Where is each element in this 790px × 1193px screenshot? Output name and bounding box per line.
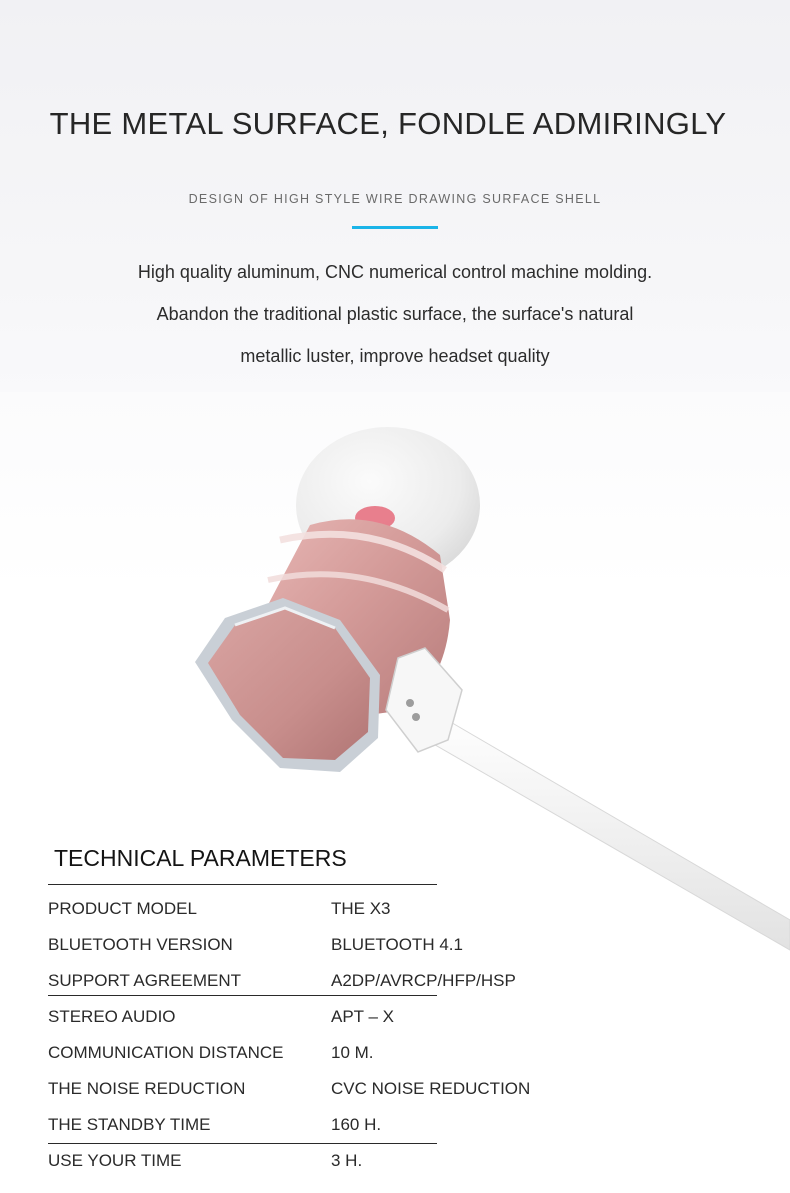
spec-divider (48, 1143, 437, 1144)
spec-row-standby-time (48, 1115, 608, 1139)
spec-row-noise-reduction (48, 1079, 608, 1103)
hero-headline: THE METAL SURFACE, FONDLE ADMIRINGLY (49, 106, 727, 141)
spec-label: COMMUNICATION DISTANCE (48, 1043, 284, 1062)
hero-description-line-1: High quality aluminum, CNC numerical control machine molding. (137, 262, 653, 282)
spec-row-stereo-audio (48, 1007, 608, 1031)
accent-divider (352, 226, 438, 229)
spec-label: BLUETOOTH VERSION (48, 935, 233, 954)
specs-title-divider (48, 884, 437, 885)
spec-label: SUPPORT AGREEMENT (48, 971, 242, 990)
spec-label: USE YOUR TIME (48, 1151, 182, 1170)
spec-value: APT – X (331, 1007, 394, 1026)
hero-description-line-3: metallic luster, improve headset quality (240, 346, 550, 366)
spec-label: PRODUCT MODEL (48, 899, 197, 918)
spec-value: CVC NOISE REDUCTION (331, 1079, 531, 1098)
spec-row-use-time (48, 1151, 608, 1175)
spec-row-product-model (48, 899, 608, 923)
spec-value: 3 H. (331, 1151, 363, 1170)
spec-row-communication-distance (48, 1043, 608, 1067)
spec-value: 10 M. (331, 1043, 374, 1062)
earphone-product-image (180, 420, 790, 960)
spec-row-support-agreement (48, 971, 608, 995)
hero-description-line-2: Abandon the traditional plastic surface, the surface's natural (156, 304, 634, 324)
spec-divider (48, 995, 437, 996)
spec-value: A2DP/AVRCP/HFP/HSP (331, 971, 516, 990)
spec-value: BLUETOOTH 4.1 (331, 935, 463, 954)
spec-value: THE X3 (331, 899, 391, 918)
specs-title: TECHNICAL PARAMETERS (54, 845, 347, 871)
spec-label: THE STANDBY TIME (48, 1115, 211, 1134)
spec-label: THE NOISE REDUCTION (48, 1079, 246, 1098)
spec-row-bluetooth-version (48, 935, 608, 959)
hero-subhead: DESIGN OF HIGH STYLE WIRE DRAWING SURFACE SHELL (188, 192, 602, 206)
spec-value: 160 H. (331, 1115, 382, 1134)
spec-label: STEREO AUDIO (48, 1007, 176, 1026)
